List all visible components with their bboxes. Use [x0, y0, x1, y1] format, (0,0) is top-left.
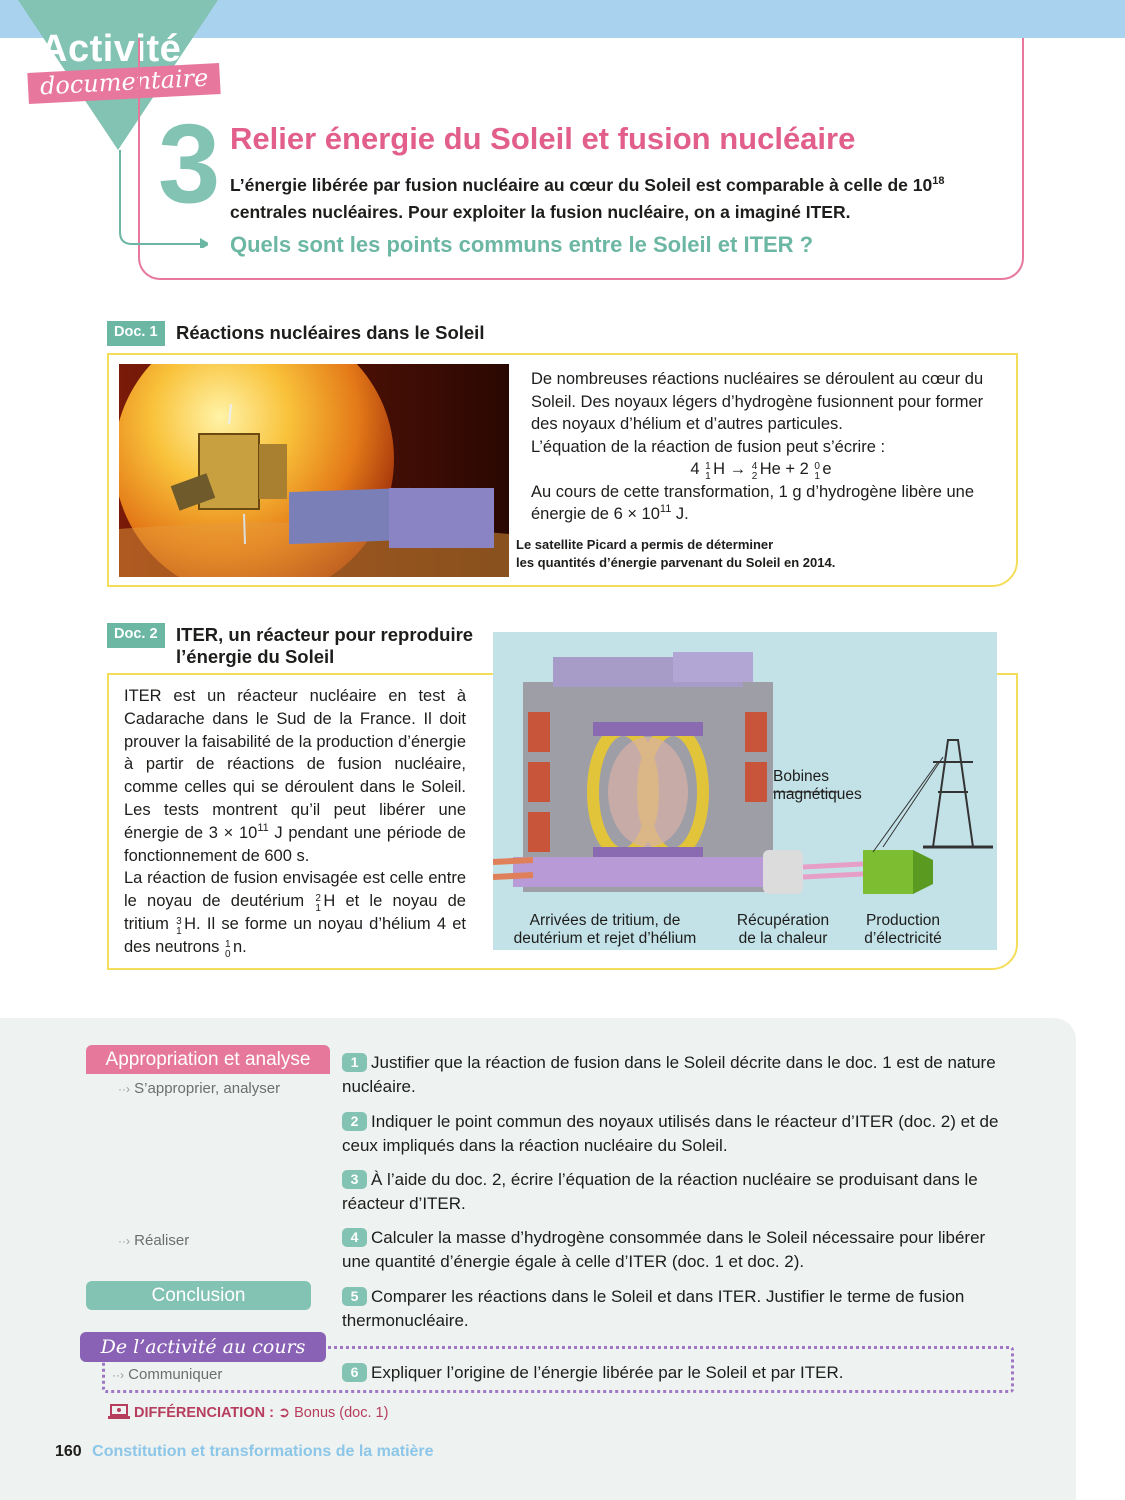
fusion-equation: 4 1 1 H → 4 2 He + 2 0 1 e — [690, 460, 832, 482]
question-text: Indiquer le point commun des noyaux utilisés dans le réacteur d’ITER (doc. 2) et de ceux impliqués dans la réaction nucléaire du Soleil. — [342, 1112, 999, 1155]
page-title: Relier énergie du Soleil et fusion nucléaire — [230, 121, 856, 156]
question-item — [342, 1168, 1010, 1216]
doc2-p2b: H et le noyau de tritium — [124, 892, 466, 933]
chapter-title: Constitution et transformations de la matière — [92, 1443, 434, 1460]
doc2-p2c: H. Il se forme un noyau d’hélium 4 et des neutrons — [124, 914, 466, 956]
question-number: 1 — [342, 1053, 367, 1072]
doc2-paragraph2: La réaction de fusion envisagée est celle entre le noyau de deutérium 2 1 H et le noyau de tritium 3 1 H. Il se forme un noyau d’hélium 4 et des neutrons 1 0 n. — [124, 869, 466, 960]
question-text: Justifier que la réaction de fusion dans le Soleil décrite dans le doc. 1 est de nature nucléaire. — [342, 1053, 996, 1096]
doc1-p3b: J. — [671, 505, 689, 523]
skill-analyse: ··› S’approprier, analyser — [118, 1080, 281, 1097]
question-item — [342, 1361, 1010, 1385]
activity-badge-subtitle: documentaire — [27, 63, 221, 104]
doc2-title-line1: ITER, un réacteur pour reproduire — [176, 624, 474, 645]
doc1-paragraph1: De nombreuses réactions nucléaires se déroulent au cœur du Soleil. Des noyaux légers d’hydrogène fusionnent pour former des noyaux d’hélium et d’autres particules. — [531, 370, 984, 433]
doc2-p2a: La réaction de fusion envisagée est celle entre le noyau de deutérium — [124, 869, 466, 911]
doc1-title: Réactions nucléaires dans le Soleil — [176, 322, 485, 343]
sun-satellite-image — [119, 364, 509, 577]
question-number: 4 — [342, 1228, 367, 1247]
question-number: 2 — [342, 1112, 367, 1131]
doc1-caption — [516, 536, 835, 572]
label-production-line2: d’électricité — [864, 930, 942, 947]
label-heat-line2: de la chaleur — [738, 930, 828, 947]
activity-number: 3 — [158, 101, 221, 226]
question-number: 3 — [342, 1170, 367, 1189]
label-coils-line2: magnétiques — [773, 786, 862, 803]
differentiation-label: DIFFÉRENCIATION : — [134, 1405, 274, 1421]
intro-part1: L’énergie libérée par fusion nucléaire au cœur du Soleil est comparable à celle de 10 — [230, 175, 933, 195]
activity-badge-title: Activité — [40, 28, 182, 70]
question-item — [342, 1051, 1010, 1099]
question-number: 6 — [342, 1363, 367, 1382]
skill-realiser: ··› Réaliser — [118, 1232, 190, 1249]
page-footer — [55, 1443, 434, 1461]
doc2-tag: Doc. 2 — [107, 623, 165, 648]
intro-exponent: 18 — [932, 175, 945, 187]
question-text: À l’aide du doc. 2, écrire l’équation de la réaction nucléaire se produisant dans le réacteur d’ITER. — [342, 1170, 978, 1213]
label-production-line1: Production — [865, 912, 941, 929]
problem-question: Quels sont les points communs entre le Soleil et ITER ? — [230, 232, 814, 257]
iter-reactor-diagram — [493, 632, 997, 950]
question-text: Calculer la masse d’hydrogène consommée dans le Soleil nécessaire pour libérer une quantité d’énergie égale à celle d’ITER (doc. 1 et doc. 2). — [342, 1228, 986, 1271]
question-item — [342, 1226, 1010, 1274]
label-coils — [773, 768, 862, 804]
question-number: 5 — [342, 1287, 367, 1306]
doc1-caption-line1: Le satellite Picard a permis de déterminer — [516, 537, 774, 552]
arrow-icon — [118, 150, 208, 248]
question-text: Comparer les réactions dans le Soleil et dans ITER. Justifier le terme de fusion thermonucléaire. — [342, 1287, 965, 1330]
doc2-p1b: J pendant une période de fonctionnement de 600 s. — [124, 823, 466, 865]
intro-part2: centrales nucléaires. Pour exploiter la fusion nucléaire, on a imaginé ITER. — [230, 202, 851, 222]
label-arrivals — [505, 912, 705, 948]
label-coils-line1: Bobines — [773, 768, 830, 785]
doc2-exponent: 11 — [257, 821, 269, 834]
label-arrivals-line2: deutérium et rejet d’hélium — [513, 930, 697, 947]
intro-text — [230, 172, 990, 226]
doc2-title — [176, 624, 473, 668]
doc1-tag: Doc. 1 — [107, 321, 165, 346]
label-heat-line1: Récupération — [736, 912, 830, 929]
bonus-link[interactable]: Bonus (doc. 1) — [294, 1405, 389, 1421]
label-arrivals-line1: Arrivées de tritium, de — [529, 912, 681, 929]
doc2-p2d: n. — [232, 937, 247, 956]
differentiation-link[interactable] — [108, 1404, 388, 1421]
label-production — [853, 912, 953, 948]
doc1-paragraph2: L’équation de la réaction de fusion peut s’écrire : — [531, 437, 886, 456]
section-conclusion: Conclusion — [86, 1281, 311, 1310]
doc1-text — [531, 368, 991, 526]
doc1-exponent: 11 — [659, 503, 672, 515]
page-number: 160 — [55, 1443, 82, 1460]
label-heat — [728, 912, 838, 948]
doc2-title-line2: l’énergie du Soleil — [176, 646, 335, 667]
question-item — [342, 1110, 1010, 1158]
section-cours: De l’activité au cours — [80, 1332, 326, 1362]
doc2-p1a: ITER est un réacteur nucléaire en test à Cadarache dans le Sud de la France. Il doit prouver la faisabilité de la production d’énergie à partir de réactions de fusion nucléaire, comme celles qui se déroulent dans le Soleil. Les tests montrent qu’il peut libérer une énergie de 3 × 10 — [124, 687, 466, 842]
skill-analyse-label: S’approprier, analyser — [134, 1080, 281, 1097]
skill-communiquer-label: Communiquer — [128, 1366, 223, 1383]
doc1-caption-line2: les quantités d’énergie parvenant du Soleil en 2014. — [516, 555, 836, 570]
doc1-p3a: Au cours de cette transformation, 1 g d’hydrogène libère une énergie de 6 × 10 — [531, 482, 975, 523]
section-appropriation: Appropriation et analyse — [86, 1045, 330, 1074]
question-text: Expliquer l’origine de l’énergie libérée par le Soleil et par ITER. — [371, 1363, 844, 1382]
arrow-circle-icon: ➲ — [277, 1405, 291, 1421]
skill-communiquer: ··› Communiquer — [112, 1366, 223, 1383]
laptop-icon — [108, 1404, 130, 1420]
skill-realiser-label: Réaliser — [134, 1232, 190, 1249]
doc2-text — [124, 685, 466, 959]
doc2-paragraph1 — [124, 685, 466, 867]
question-item — [342, 1285, 1010, 1333]
doc1-paragraph3 — [531, 481, 991, 526]
